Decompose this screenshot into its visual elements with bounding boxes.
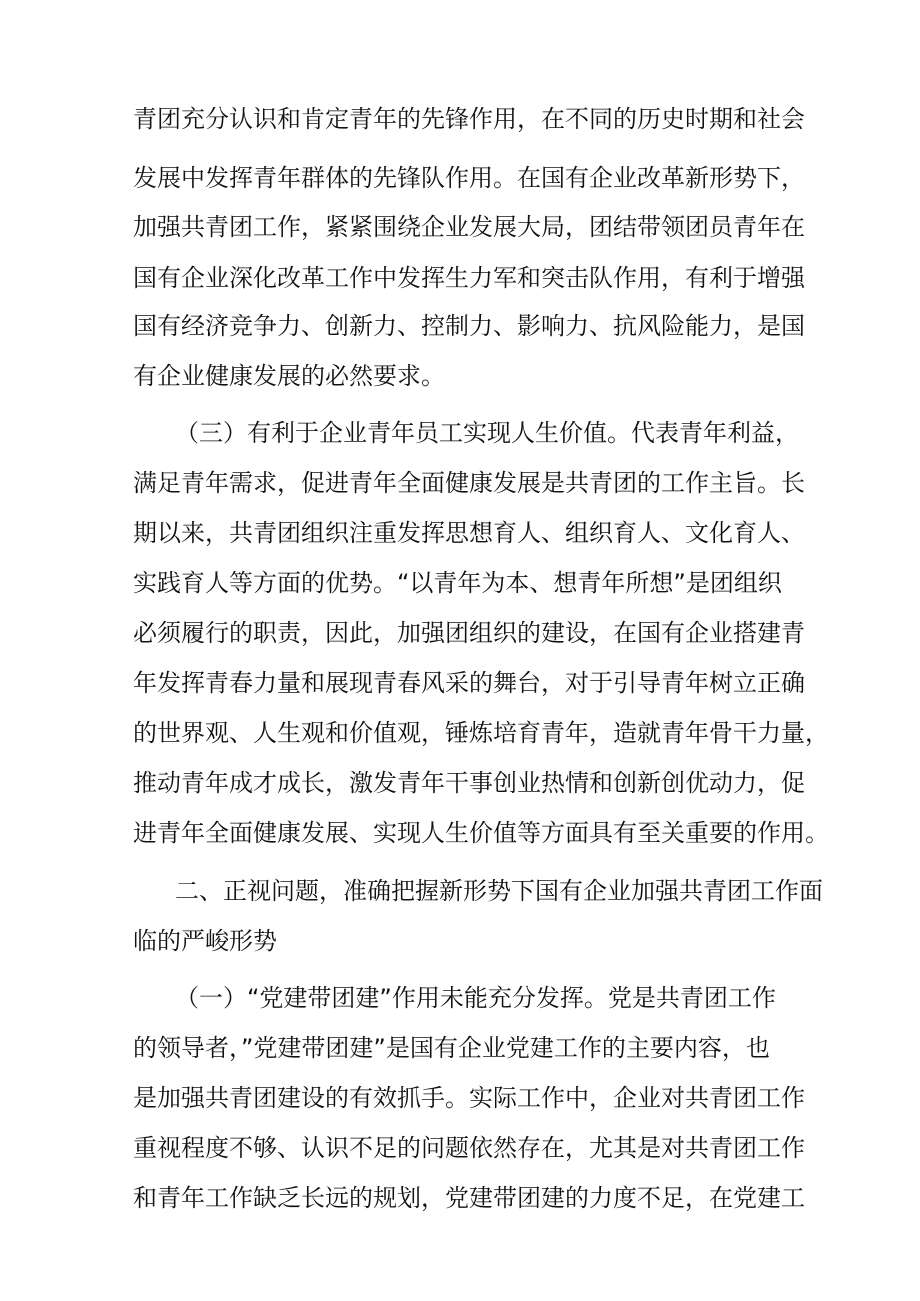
paragraph-2-line-8: 推动青年成才成长，激发青年干事创业热情和创新创优动力，促 <box>133 769 805 797</box>
paragraph-2-line-9: 进青年全面健康发展、实现人生价值等方面具有至关重要的作用。 <box>133 819 829 847</box>
paragraph-2-line-4: 实践育人等方面的优势。“以青年为本、想青年所想”是团组织 <box>133 569 782 597</box>
paragraph-1-line-1: 青团充分认识和肯定青年的先锋作用，在不同的历史时期和社会 <box>133 105 805 133</box>
paragraph-2-line-2: 满足青年需求，促进青年全面健康发展是共青团的工作主旨。长 <box>133 469 805 497</box>
paragraph-3-line-5: 和青年工作缺乏长远的规划，党建带团建的力度不足，在党建工 <box>133 1184 805 1212</box>
paragraph-2-line-6: 年发挥青春力量和展现青春风采的舞台，对于引导青年树立正确 <box>133 669 805 697</box>
paragraph-2-line-3: 期以来，共青团组织注重发挥思想育人、组织育人、文化育人、 <box>133 519 805 547</box>
section-heading-line-2: 临的严峻形势 <box>133 927 277 955</box>
paragraph-3-line-1: （一）“党建带团建”作用未能充分发挥。党是共青团工作 <box>175 984 776 1012</box>
section-heading-line-1: 二、正视问题，准确把握新形势下国有企业加强共青团工作面 <box>175 877 823 905</box>
paragraph-1-line-4: 国有企业深化改革工作中发挥生力军和突击队作用，有利于增强 <box>133 264 805 292</box>
paragraph-1-line-5: 国有经济竞争力、创新力、控制力、影响力、抗风险能力，是国 <box>133 312 805 340</box>
paragraph-1-line-3: 加强共青团工作，紧紧围绕企业发展大局，团结带领团员青年在 <box>133 213 805 241</box>
paragraph-2-line-7: 的世界观、人生观和价值观，锤炼培育青年，造就青年骨干力量， <box>133 719 829 747</box>
paragraph-1-line-2: 发展中发挥青年群体的先锋队作用。在国有企业改革新形势下， <box>133 164 805 192</box>
paragraph-2-line-5: 必须履行的职责，因此，加强团组织的建设，在国有企业搭建青 <box>133 619 805 647</box>
paragraph-1-line-6: 有企业健康发展的必然要求。 <box>133 362 445 390</box>
paragraph-3-line-2: 的领导者，”党建带团建”是国有企业党建工作的主要内容，也 <box>133 1034 770 1062</box>
paragraph-2-line-1: （三）有利于企业青年员工实现人生价值。代表青年利益， <box>175 419 799 447</box>
paragraph-3-line-3: 是加强共青团建设的有效抓手。实际工作中，企业对共青团工作 <box>133 1084 805 1112</box>
paragraph-3-line-4: 重视程度不够、认识不足的问题依然存在，尤其是对共青团工作 <box>133 1134 805 1162</box>
